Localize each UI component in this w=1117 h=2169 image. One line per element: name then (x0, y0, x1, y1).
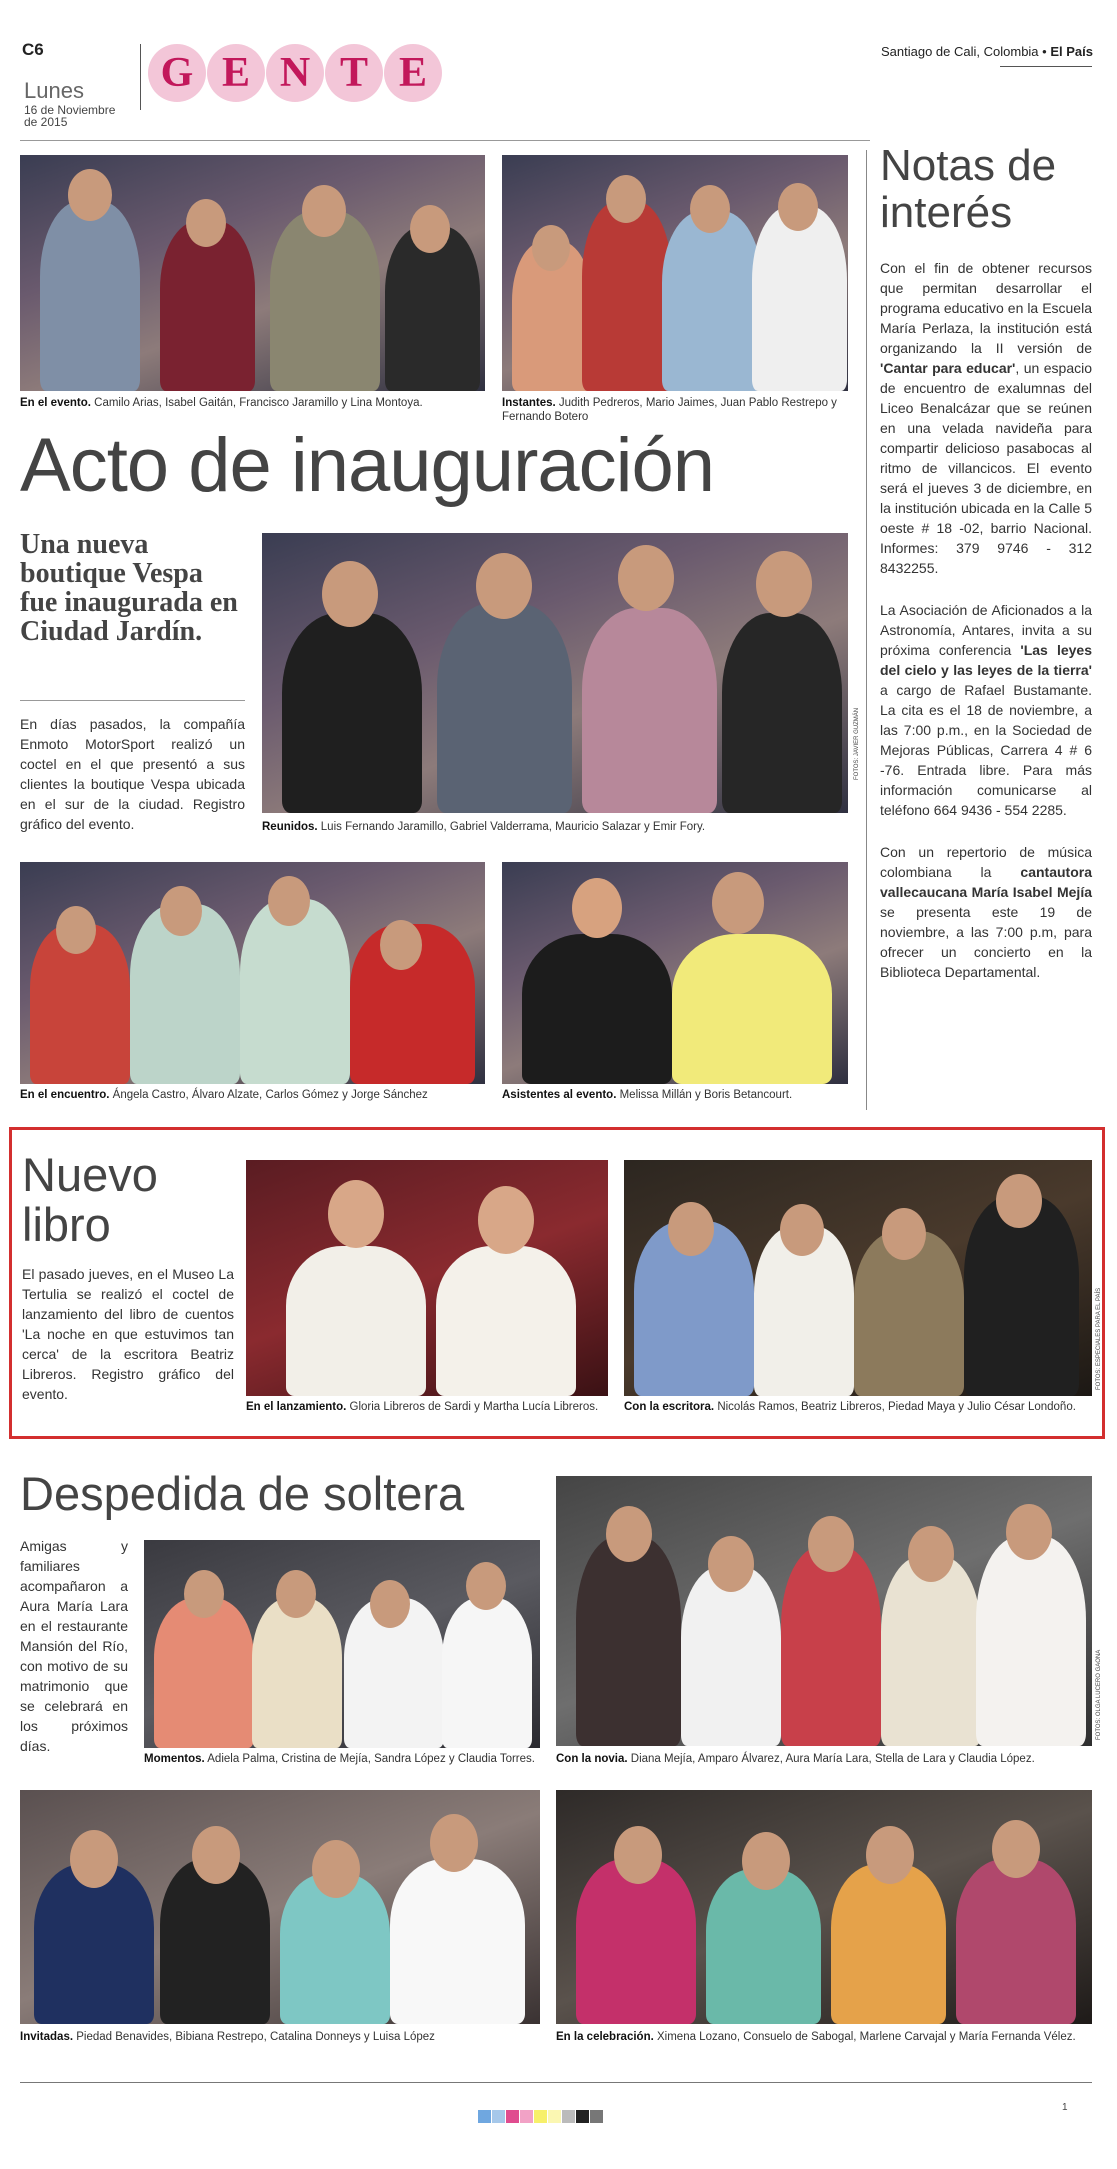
date-label: 16 de Noviembre de 2015 (24, 103, 116, 129)
color-bar (576, 2110, 589, 2123)
photo-caption: Instantes. Judith Pedreros, Mario Jaimes, Juan Pablo Restrepo y Fernando Botero (502, 397, 837, 423)
note-paragraph: Con un repertorio de música colombiana la cantautora vallecaucana María Isabel Mejía se presenta este 19 de noviembre, a las 7:00 p.m, para ofrecer un concierto en la Biblioteca Departamental. (880, 844, 1092, 980)
photo-caption: Momentos. Adiela Palma, Cristina de Mejía, Sandra López y Claudia Torres. (144, 1753, 535, 1765)
invitadas-photo (20, 1790, 540, 2024)
color-bar (534, 2110, 547, 2123)
photo-credit: FOTOS: JAVIER GUZMÁN (854, 707, 860, 780)
note-paragraph: La Asociación de Aficionados a la Astronomía, Antares, invita a su próxima conferencia 'Las leyes del cielo y las leyes de la tierra' a cargo de Rafael Bustamante. La cita es el 18 de noviembre, a las 7:00 p.m., en la Sociedad de Mejoras Públicas, Carrera 4 # 6 -76. Entrada libre. Para más información comunicarse al teléfono 664 9436 - 554 2285. (880, 602, 1092, 818)
photo-caption: En el evento. Camilo Arias, Isabel Gaitán, Francisco Jaramillo y Lina Montoya. (20, 397, 423, 409)
article-title: Acto de inauguración (20, 423, 715, 508)
event-photo (20, 155, 485, 391)
photo-caption: En la celebración. Ximena Lozano, Consuelo de Sabogal, Marlene Carvajal y María Fernanda Vélez. (556, 2031, 1076, 2043)
novia-photo (556, 1476, 1092, 1746)
instantes-photo (502, 155, 848, 391)
photo-caption: En el lanzamiento. Gloria Libreros de Sardi y Martha Lucía Libreros. (246, 1401, 599, 1413)
photo-caption: Con la escritora. Nicolás Ramos, Beatriz Libreros, Piedad Maya y Julio César Londoño. (624, 1401, 1076, 1413)
section-letter: E (384, 44, 442, 102)
asistentes-photo (502, 862, 848, 1084)
lanzamiento-photo (246, 1160, 608, 1396)
farewell-body: Amigas y familiares acompañaron a Aura María Lara en el restaurante Mansión del Río, con motivo de su matrimonio que se celebrará en los próximos días. (20, 1538, 128, 1754)
photo-caption: En el encuentro. Ángela Castro, Álvaro Alzate, Carlos Gómez y Jorge Sánchez (20, 1089, 428, 1101)
notes-title: Notas de interés (880, 141, 1057, 237)
color-bar (548, 2110, 561, 2123)
color-bar (506, 2110, 519, 2123)
color-bar (478, 2110, 491, 2123)
color-bar (520, 2110, 533, 2123)
bullet: • (1042, 44, 1047, 59)
section-logo (148, 44, 442, 110)
escritora-photo (624, 1160, 1092, 1396)
masthead-right (881, 44, 1093, 59)
paper-name: El País (1050, 44, 1093, 59)
page-marker: 1 (1062, 2102, 1068, 2113)
article-subtitle: Una nueva boutique Vespa fue inaugurada en Ciudad Jardín. (20, 529, 238, 647)
section-letter: E (207, 44, 265, 102)
photo-caption: Con la novia. Diana Mejía, Amparo Álvarez, Aura María Lara, Stella de Lara y Claudia López. (556, 1753, 1035, 1765)
article-body: En días pasados, la compañía Enmoto MotorSport realizó un coctel en el que presentó a sus clientes la boutique Vespa ubicada en el sur de la ciudad. Registro gráfico del evento. (20, 716, 245, 832)
color-bar (492, 2110, 505, 2123)
color-bar (590, 2110, 603, 2123)
section-letter: T (325, 44, 383, 102)
farewell-title: Despedida de soltera (20, 1467, 465, 1520)
page-code: C6 (22, 40, 44, 59)
notes-column (880, 258, 1092, 982)
photo-credit: FOTOS: OLGA LUCERO GAONA (1096, 1649, 1102, 1740)
photo-caption: Invitadas. Piedad Benavides, Bibiana Restrepo, Catalina Donneys y Luisa López (20, 2031, 435, 2043)
location: Santiago de Cali, Colombia (881, 44, 1039, 59)
photo-caption: Asistentes al evento. Melissa Millán y Boris Betancourt. (502, 1089, 793, 1101)
day-label: Lunes (24, 78, 84, 103)
photo-credit: FOTOS: ESPECIALES PARA EL PAÍS (1096, 1287, 1102, 1390)
reunidos-photo (262, 533, 848, 813)
photo-caption: Reunidos. Luis Fernando Jaramillo, Gabriel Valderrama, Mauricio Salazar y Emir Fory. (262, 821, 706, 833)
color-bar (562, 2110, 575, 2123)
book-title: Nuevo libro (22, 1148, 158, 1251)
section-letter: G (148, 44, 206, 102)
section-letter: N (266, 44, 324, 102)
momentos-photo (144, 1540, 540, 1748)
book-body: El pasado jueves, en el Museo La Tertulia se realizó el coctel de lanzamiento del libro de cuentos 'La noche en que estuvimos tan cerca' de la escritora Beatriz Libreros. Registro gráfico del evento. (22, 1266, 234, 1402)
note-paragraph: Con el fin de obtener recursos que permitan desarrollar el programa educativo en la Escuela María Perlaza, la institución está organizando la II versión de 'Cantar para educar', un espacio de encuentro de exalumnas del Liceo Benalcázar que se reúnen en una velada navideña para compartir delicioso pasabocas al ritmo de villancicos. El evento será el jueves 3 de diciembre, en la institución ubicada en la Calle 5 oeste # 18 -02, barrio Nacional. Informes: 379 9746 - 312 8432255. (880, 260, 1093, 576)
encuentro-photo (20, 862, 485, 1084)
celebracion-photo (556, 1790, 1092, 2024)
